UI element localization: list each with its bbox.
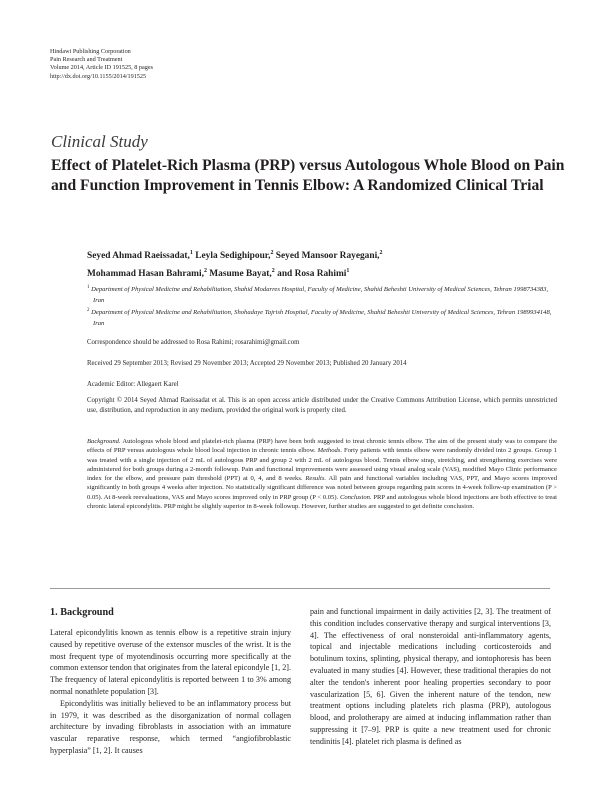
academic-editor: Academic Editor: Allegaert Karel	[87, 381, 179, 388]
author-affil-mark: 2	[379, 250, 383, 256]
doi-link[interactable]: http://dx.doi.org/10.1155/2014/191525	[50, 72, 147, 80]
body-column-right	[310, 606, 551, 748]
abstract-background-text: Autologous whole blood and platelet-rich plasma (PRP) have been both suggested to treat chronic tennis elbow. The aim of the present study was to compare the effects of PRP versus autologous whole blood local injection in chronic tennis elbow.	[87, 438, 557, 455]
publication-dates: Received 29 September 2013; Revised 29 November 2013; Accepted 29 November 2013; Published 20 January 2014	[87, 360, 407, 367]
abstract-methods-text: Forty patients with tennis elbow were randomly divided into 2 groups. Group 1 was treated with a single injection of 2 mL of autologous PRP and group 2 with 2 mL of autologous blood. Tennis elbow strap, stretching, and strengthening exercises were administered for both groups during a 2-month followup. Pain and functional improvements were assessed using visual analog scale (VAS), modified Mayo Clinic performance index for the elbow, and pressure pain threshold (PPT) at 0, 4, and 8 weeks.	[87, 447, 557, 483]
affiliations	[87, 283, 557, 329]
author-name: Leyla Sedighipour,	[192, 251, 271, 262]
abstract-background-label: Background.	[87, 438, 121, 445]
author-affil-mark: 1	[346, 268, 350, 275]
affiliation-1	[87, 283, 557, 306]
copyright-notice: Copyright © 2014 Seyed Ahmad Raeissadat et al. This is an open access article distributed under the Creative Commons Attribution License, which permits unrestricted use, distribution, and reproduction in any medium, provided the original work is properly cited.	[87, 397, 557, 414]
article-type: Clinical Study	[51, 132, 148, 151]
author-name: Mohammad Hasan Bahrami,	[87, 269, 204, 280]
article-title: Effect of Platelet-Rich Plasma (PRP) versus Autologous Whole Blood on Pain and Function Improvement in Tennis Elbow: A Randomized Clinical Trial	[51, 157, 565, 194]
author-name: and Rosa Rahimi	[274, 269, 347, 280]
journal-name: Pain Research and Treatment	[50, 56, 123, 64]
author-list	[87, 246, 557, 282]
body-paragraph: Epicondylitis was initially believed to be an inflammatory process but in 1979, it was described as the disorganization of normal collagen architecture by invading fibroblasts in association with an immature vascular reparative response, which termed “angiofibroblastic hyperplasia” [1, 2]. It causes	[50, 698, 291, 755]
affiliation-number: 1	[87, 285, 90, 290]
author-name: Seyed Ahmad Raeissadat,	[87, 251, 190, 262]
volume-info: Volume 2014, Article ID 191525, 8 pages	[50, 64, 153, 72]
abstract-results-label: Results.	[305, 475, 327, 483]
affiliation-number: 2	[87, 308, 90, 313]
journal-header	[50, 48, 153, 81]
author-affil-mark: 1	[189, 250, 193, 256]
body-paragraph: Lateral epicondylitis known as tennis elbow is a repetitive strain injury caused by repetitive overuse of the extensor muscles of the wrist. It is the most frequent type of myotendinosis occurring more specifically at the common extensor tendon that originates from the lateral epicondyle [1, 2]. The frequency of lateral epicondylitis is reported between 1 to 3% among normal nonathlete population [3].	[50, 628, 291, 696]
correspondence: Correspondence should be addressed to Rosa Rahimi; rosarahimi@gmail.com	[87, 339, 300, 346]
publisher-name: Hindawi Publishing Corporation	[50, 48, 131, 55]
section-divider	[50, 588, 550, 589]
author-name: Masume Bayat,	[206, 269, 272, 280]
abstract-results-text: All pain and functional variables including VAS, PPT, and Mayo scores improved significantly in both groups 4 weeks after injection. No statistically significant difference was noted between groups regarding pain scores in 4-week follow-up examination (P > 0.05). At 8-week reevaluations, VAS and Mayo scores improved only in PRP group (P < 0.05).	[87, 475, 557, 501]
abstract	[87, 437, 557, 511]
abstract-conclusion-label: Conclusion.	[339, 493, 372, 501]
affiliation-text: Department of Physical Medicine and Rehabilitation, Shohadaye Tajrish Hospital, Faculty of Medicine, Shahid Beheshti University of Medical Sciences, Tehran 1989934148, Iran	[89, 309, 552, 327]
author-affil-mark: 2	[271, 268, 275, 275]
author-affil-mark: 2	[203, 268, 207, 275]
author-name: Seyed Mansoor Rayegani,	[273, 251, 380, 262]
body-paragraph: pain and functional impairment in daily activities [2, 3]. The treatment of this condition includes conservative therapy and surgical interventions [3, 4]. The effectiveness of oral nonsteroidal anti-inflammatory agents, topical and injectable medications including corticosteroids and botulinum toxins, splinting, physical therapy, and iontophoresis has been evaluated in many studies [4]. However, these traditional therapies do not alter the tendon's inherent poor healing properties secondary to poor vascularization [5, 6]. Given the inherent nature of the tendon, new treatment options including platelets rich plasma (PRP), autologous blood, and prolotherapy are aimed at inducing inflammation rather than suppressing it [7–9]. PRP is quite a new treatment used for chronic tendinitis [4]. platelet rich plasma is defined as	[310, 607, 551, 746]
abstract-methods-label: Methods.	[317, 447, 343, 455]
affiliation-2	[87, 306, 557, 329]
section-heading: 1. Background	[50, 607, 114, 618]
author-affil-mark: 2	[270, 250, 274, 256]
body-column-left	[50, 606, 291, 757]
affiliation-text: Department of Physical Medicine and Rehabilitation, Shahid Modarres Hospital, Faculty of Medicine, Shahid Beheshti University of Medical Sciences, Tehran 1998734383, Iran	[89, 286, 549, 304]
abstract-conclusion-text: PRP and autologous whole blood injections are both effective to treat chronic lateral epicondylitis. PRP might be slightly superior in 8-week followup. However, further studies are suggested to get definite conclusion.	[87, 493, 558, 511]
